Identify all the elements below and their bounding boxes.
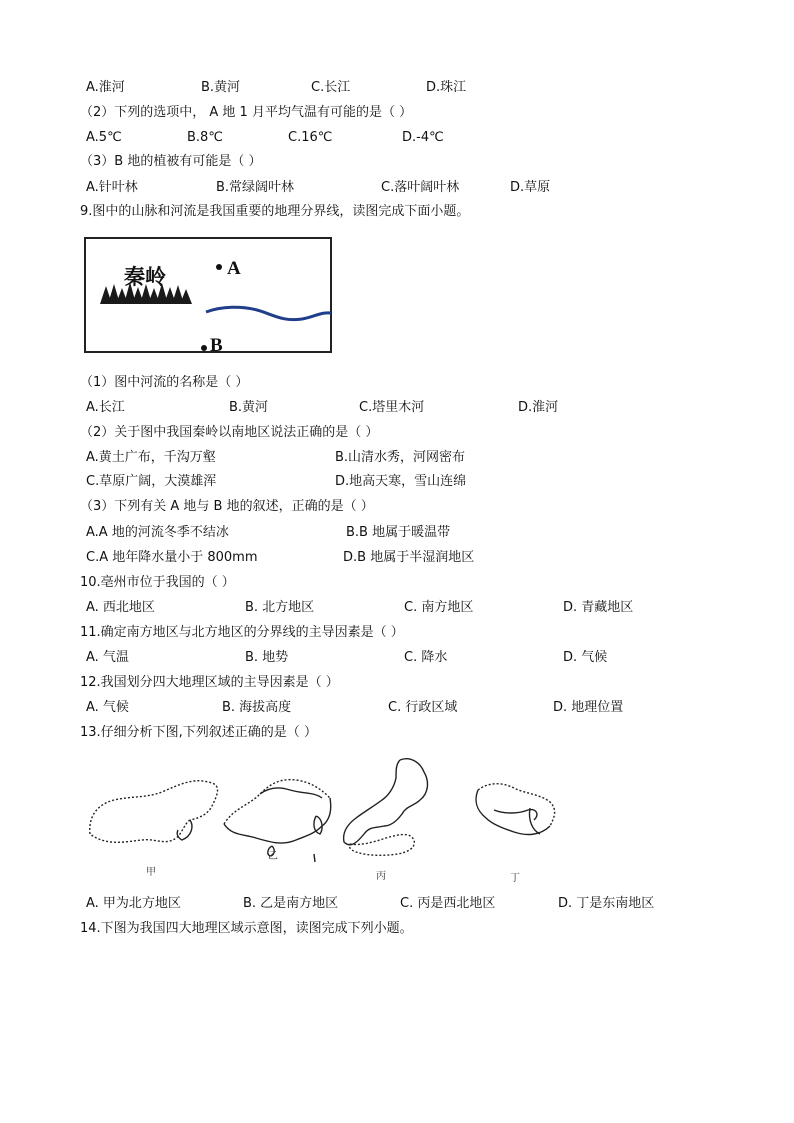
option-text: C. 行政区域	[388, 700, 458, 715]
option-text: A. 西北地区	[86, 600, 155, 615]
option-text: C.16℃	[288, 130, 333, 145]
option-text: C.塔里木河	[359, 400, 425, 415]
option-text: B.山清水秀，河网密布	[335, 450, 466, 465]
option-text: B.B 地属于暖温带	[346, 525, 451, 540]
figure-label-bing: 丙	[376, 871, 386, 882]
option-text: D.-4℃	[402, 130, 444, 145]
option-text: A.长江	[86, 400, 125, 415]
mountain-label: 秦岭	[124, 265, 166, 289]
option-text: C. 丙是西北地区	[400, 896, 496, 911]
option-text: D.草原	[510, 180, 551, 195]
option-text: A.黄土广布，千沟万壑	[86, 450, 216, 465]
figure-label-jia: 甲	[146, 867, 156, 878]
option-text: C. 南方地区	[404, 600, 474, 615]
sub-question: （3）B 地的植被有可能是（ ）	[80, 154, 262, 169]
option-text: B. 海拔高度	[222, 700, 292, 715]
question-stem: 13.仔细分析下图,下列叙述正确的是（ ）	[80, 725, 317, 740]
option-text: A. 气温	[86, 650, 129, 665]
option-text: A. 甲为北方地区	[86, 896, 181, 911]
region-jia-outline	[90, 781, 218, 843]
option-text: A.A 地的河流冬季不结冰	[86, 525, 229, 540]
option-text: B.常绿阔叶林	[216, 180, 295, 195]
qinling-map-figure	[82, 234, 334, 356]
figure-label-ding: 丁	[510, 873, 520, 884]
regions-figure	[84, 754, 564, 890]
option-text: D. 地理位置	[553, 700, 624, 715]
option-text: B.黄河	[229, 400, 269, 415]
question-stem: 10.亳州市位于我国的（ ）	[80, 575, 235, 590]
option-text: C.落叶阔叶林	[381, 180, 460, 195]
point-b-label: B	[210, 335, 223, 356]
question-stem: 9.图中的山脉和河流是我国重要的地理分界线，读图完成下面小题。	[80, 204, 470, 219]
question-stem: 12.我国划分四大地理区域的主导因素是（ ）	[80, 675, 339, 690]
figure-label-yi: 乙	[268, 851, 278, 862]
option-text: D.淮河	[518, 400, 559, 415]
sub-question: （3）下列有关 A 地与 B 地的叙述，正确的是（ ）	[80, 499, 374, 514]
option-text: D. 青藏地区	[563, 600, 634, 615]
sub-question: （2）下列的选项中， A 地 1 月平均气温有可能的是（ ）	[80, 105, 413, 120]
question-stem: 14.下图为我国四大地理区域示意图，读图完成下列小题。	[80, 921, 413, 936]
option-text: A.淮河	[86, 80, 125, 95]
option-text: A. 气候	[86, 700, 129, 715]
question-stem: 11.确定南方地区与北方地区的分界线的主导因素是（ ）	[80, 625, 404, 640]
option-text: B.8℃	[187, 130, 223, 145]
option-text: B. 乙是南方地区	[243, 896, 339, 911]
option-text: C.长江	[311, 80, 351, 95]
option-text: D.地高天寒，雪山连绵	[335, 474, 467, 489]
point-a-label: A	[227, 258, 241, 279]
option-text: A.5℃	[86, 130, 122, 145]
region-yi-outline	[224, 780, 331, 862]
option-text: C.草原广阔，大漠雄浑	[86, 474, 217, 489]
region-ding-outline	[476, 784, 555, 835]
option-text: C. 降水	[404, 650, 448, 665]
option-text: C.A 地年降水量小于 800mm	[86, 550, 258, 565]
option-text: B. 北方地区	[245, 600, 315, 615]
option-text: D.B 地属于半湿润地区	[343, 550, 475, 565]
sub-question: （2）关于图中我国秦岭以南地区说法正确的是（ ）	[80, 425, 379, 440]
option-text: D. 气候	[563, 650, 608, 665]
region-bing-outline	[344, 759, 428, 856]
option-text: D.珠江	[426, 80, 467, 95]
sub-question: （1）图中河流的名称是（ ）	[80, 375, 249, 390]
option-text: D. 丁是东南地区	[558, 896, 655, 911]
option-text: B. 地势	[245, 650, 289, 665]
option-text: A.针叶林	[86, 180, 138, 195]
option-text: B.黄河	[201, 80, 241, 95]
